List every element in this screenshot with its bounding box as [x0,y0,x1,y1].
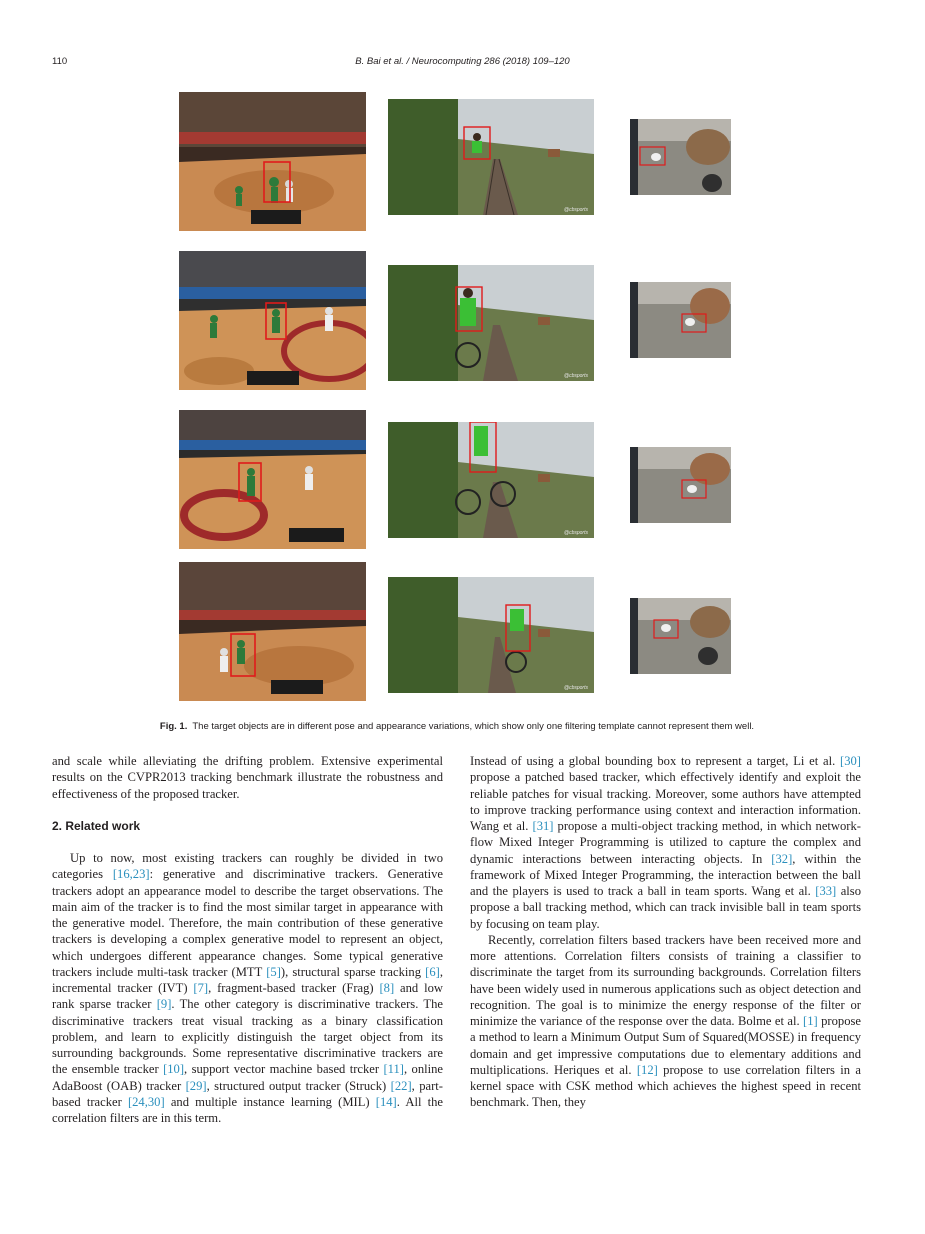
citation-link[interactable]: [22] [390,1078,412,1093]
citation-link[interactable]: [33] [815,884,837,898]
paragraph [52,850,443,1126]
running-head: B. Bai et al. / Neurocomputing 286 (2018) 109–120 [355,56,570,67]
citation-link[interactable]: [9] [156,997,172,1012]
text-run: propose a patched based tracker, which effectively identify and exploit the reliable patches for visual tracking. Moreover, some authors have attempted to improve tracking performance using context and interaction information. Wang et al. [470,770,861,833]
caption-text: The target objects are in different pose and appearance variations, which show only one filtering template cannot represent them well. [192,721,755,732]
dog-frame-4 [630,598,731,674]
text-run: , structured output tracker (Struck) [206,1078,391,1093]
text-run: and multiple instance learning (MIL) [164,1094,376,1109]
figure-caption [52,721,862,732]
basketball-frame-4 [179,562,366,701]
text-run: also propose a ball tracking method, which can track invisible ball in team sports by focusing on team play. [470,884,861,931]
citation-link[interactable]: [6] [425,964,440,979]
text-run: ), structural sparse tracking [280,964,426,979]
dog-frame-1 [630,119,731,195]
citation-link[interactable]: [1] [803,1014,818,1028]
citation-link[interactable]: [16,23] [112,867,150,882]
caption-label: Fig. 1. [159,721,188,732]
paragraph [52,753,443,802]
text-run: propose to use correlation filters in a kernel space with CSK method which achieves the highest speed in recent benchmark. Then, they [470,1062,861,1110]
dog-frame-3 [630,447,731,523]
text-run: , incremental tracker (IVT) [52,964,443,995]
cyclist-frame-1 [388,99,594,215]
text-run: , within the framework of Mixed Integer Programming, the interaction between the ball and the players is used to track a ball in team sports. Wang et al. [470,851,861,898]
left-column [52,753,443,1126]
text-run: Up to now, most existing trackers can roughly be divided in two categories [52,851,443,882]
citation-link[interactable]: [8] [379,981,395,995]
text-run: . All the correlation filters are in this term. [52,1094,443,1125]
basketball-frame-2 [179,251,366,390]
text-run: , part-based tracker [52,1078,443,1109]
citation-link[interactable]: [30] [840,754,861,768]
running-header [0,56,925,70]
watermark: @cbsports [564,685,588,691]
text-run: : generative and discriminative trackers. Generative trackers adopt an appearance model to describe the target observations. The main aim of the tracker is to find the most similar target in appearance with the generative model. Therefore, the main contribution of these generative trackers is developing a complex generative model to represent an object, which undergoes different appearance changes. Some typical generative trackers include multi-task tracker (MTT [52,867,444,979]
watermark: @cbsports [564,207,588,213]
basketball-frame-1 [179,92,366,231]
text-run: Instead of using a global bounding box to represent a target, Li et al. [470,754,841,768]
text-run: . The other category is discriminative trackers. The discriminative trackers treat visual tracking as a binary classification problem, and learn to explicitly distinguish the target object from its surrounding backgrounds. Some representative discriminative trackers are the ensemble tracker [52,997,443,1077]
text-run: , support vector machine based trcker [184,1062,384,1077]
citation-link[interactable]: [29] [185,1078,207,1093]
citation-link[interactable]: [32] [771,851,793,866]
watermark: @cbsports [564,373,588,379]
citation-link[interactable]: [11] [383,1062,404,1077]
citation-link[interactable]: [7] [193,981,209,995]
text-run: propose a multi-object tracking method, in which network-flow Mixed Integer Programming is utilized to capture the complex and dynamic interactions between interacting objects. In [470,819,861,866]
text-run: Recently, correlation filters based trackers have been received more and more attentions. Correlation filters consists of training a classifier to discriminate the target from its surrounding backgrounds. Correlation filters have been widely used in numerous applications such as object detection and recognition. The goal is to minimize the energy response of the filter or minimize the variance of the response over the data. Bolme et al. [470,932,861,1028]
text-run: and scale while alleviating the drifting problem. Extensive experimental results on the CVPR2013 tracking benchmark illustrate the robustness and effectiveness of the proposed tracker. [52,754,443,801]
figure-1 [0,88,925,698]
right-column [470,753,861,1111]
section-heading: 2. Related work [52,818,141,833]
text-run: , fragment-based tracker (Frag) [208,981,380,995]
citation-link[interactable]: [10] [163,1062,185,1077]
cyclist-frame-2 [388,265,594,381]
basketball-frame-3 [179,410,366,549]
watermark: @cbsports [564,530,588,536]
citation-link[interactable]: [31] [532,819,554,833]
citation-link[interactable]: [5] [266,964,281,979]
page-number: 110 [52,56,68,67]
citation-link[interactable]: [24,30] [127,1094,165,1109]
cyclist-frame-4 [388,577,594,693]
dog-frame-2 [630,282,731,358]
citation-link[interactable]: [14] [375,1094,397,1109]
text-run: and low rank sparse tracker [52,981,443,1012]
text-run: , online AdaBoost (OAB) tracker [52,1062,443,1093]
text-run: propose a method to learn a Minimum Output Sum of Squared(MOSSE) in frequency domain and get impressive computations due to elementary additions and multiplications. Heriques et al. [470,1014,861,1077]
cyclist-frame-3 [388,422,594,538]
paragraph [470,932,861,1111]
citation-link[interactable]: [12] [636,1062,658,1077]
paragraph [470,753,861,932]
